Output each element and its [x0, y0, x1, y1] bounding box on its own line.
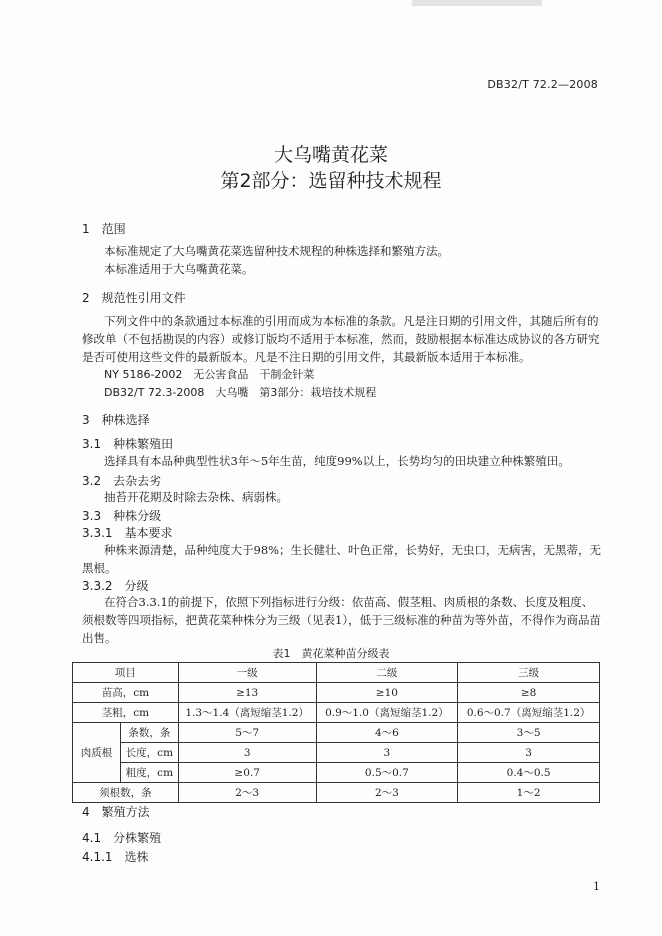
table-row [73, 703, 600, 723]
table-row [73, 743, 600, 763]
cell: 5～7 [178, 723, 316, 743]
cell: 2～3 [178, 783, 316, 803]
section-2-para: 下列文件中的条款通过本标准的引用而成为本标准的条款。凡是注日期的引用文件，其随后所有的修改单（不包括勘误的内容）或修订版均不适用于本标准，然而，鼓励根据本标准达成协议的各方研究是否可使用这些文件的最新版本。凡是不注日期的引用文件，其最新版本适用于本标准。 [82, 314, 600, 364]
section-3-3-2-para: 在符合3.3.1的前提下，依照下列指标进行分级：依苗高、假茎粗、肉质根的条数、长度及粗度、须根数等四项指标，把黄花菜种株分为三级（见表1），低于三级标准的种苗为等外苗，不得作为商品苗出售。 [82, 595, 602, 645]
cell: 1.3～1.4（离短缩茎1.2） [178, 703, 316, 723]
cell: ≥8 [458, 683, 600, 703]
header-grade-1: 一级 [178, 663, 316, 683]
cell: 1～2 [458, 783, 600, 803]
cell: ≥0.7 [178, 763, 316, 783]
doc-title: 大乌嘴黄花菜 [273, 144, 388, 166]
cell: ≥13 [178, 683, 316, 703]
section-3-1-para: 选择具有本品种典型性状3年～5年生苗，纯度99%以上，长势均匀的田块建立种株繁殖田。 [104, 454, 570, 468]
section-2-heading: 2 规范性引用文件 [82, 291, 186, 305]
header-grade-3: 三级 [458, 663, 600, 683]
section-3-heading: 3 种株选择 [82, 413, 150, 427]
scan-mark [412, 0, 542, 6]
section-1-para-2: 本标准适用于大乌嘴黄花菜。 [104, 262, 254, 276]
grading-table [72, 662, 600, 803]
section-1-para-1: 本标准规定了大乌嘴黄花菜选留种技术规程的种株选择和繁殖方法。 [104, 244, 449, 258]
section-3-2-para: 抽苔开花期及时除去杂株、病弱株。 [104, 490, 288, 504]
table-row [73, 763, 600, 783]
row-label: 长度，cm [120, 743, 178, 763]
row-label: 条数，条 [120, 723, 178, 743]
section-3-3-1-para: 种株来源清楚，品种纯度大于98%；生长健壮、叶色正常，长势好，无虫口，无病害，无黑蒂，无黑根。 [82, 543, 602, 575]
page-number: 1 [593, 880, 600, 893]
row-label: 粗度，cm [120, 763, 178, 783]
table-header-row [73, 663, 600, 683]
table-row [73, 723, 600, 743]
section-4-1-heading: 4.1 分株繁殖 [82, 831, 162, 845]
row-label: 苗高，cm [73, 683, 179, 703]
section-3-2-heading: 3.2 去杂去劣 [82, 474, 162, 488]
table-row [73, 783, 600, 803]
cell: 3 [458, 743, 600, 763]
cell: 0.6～0.7（离短缩茎1.2） [458, 703, 600, 723]
section-3-1-heading: 3.1 种株繁殖田 [82, 437, 174, 451]
cell: 3 [178, 743, 316, 763]
header-item: 项目 [73, 663, 179, 683]
reference-1: NY 5186-2002 无公害食品 干制金针菜 [104, 368, 315, 381]
cell: 2～3 [316, 783, 458, 803]
cell: 3 [316, 743, 458, 763]
row-label: 须根数，条 [73, 783, 179, 803]
table-row [73, 683, 600, 703]
cell: 0.5～0.7 [316, 763, 458, 783]
group-label: 肉质根 [73, 723, 121, 783]
header-grade-2: 二级 [316, 663, 458, 683]
section-3-3-heading: 3.3 种株分级 [82, 509, 162, 523]
standard-number: DB32/T 72.2—2008 [487, 78, 598, 91]
cell: 0.4～0.5 [458, 763, 600, 783]
section-3-3-2-heading: 3.3.2 分级 [82, 579, 149, 593]
reference-2: DB32/T 72.3-2008 大乌嘴 第3部分：栽培技术规程 [104, 386, 377, 399]
cell: 4～6 [316, 723, 458, 743]
section-4-heading: 4 繁殖方法 [82, 805, 150, 819]
section-3-3-1-heading: 3.3.1 基本要求 [82, 526, 173, 540]
table-caption: 表1 黄花菜种苗分级表 [272, 647, 390, 660]
cell: 3～5 [458, 723, 600, 743]
doc-subtitle: 第2部分：选留种技术规程 [220, 170, 442, 192]
cell: ≥10 [316, 683, 458, 703]
row-label: 茎粗，cm [73, 703, 179, 723]
section-1-heading: 1 范围 [82, 222, 126, 236]
section-4-1-1-heading: 4.1.1 选株 [82, 850, 149, 864]
cell: 0.9～1.0（离短缩茎1.2） [316, 703, 458, 723]
